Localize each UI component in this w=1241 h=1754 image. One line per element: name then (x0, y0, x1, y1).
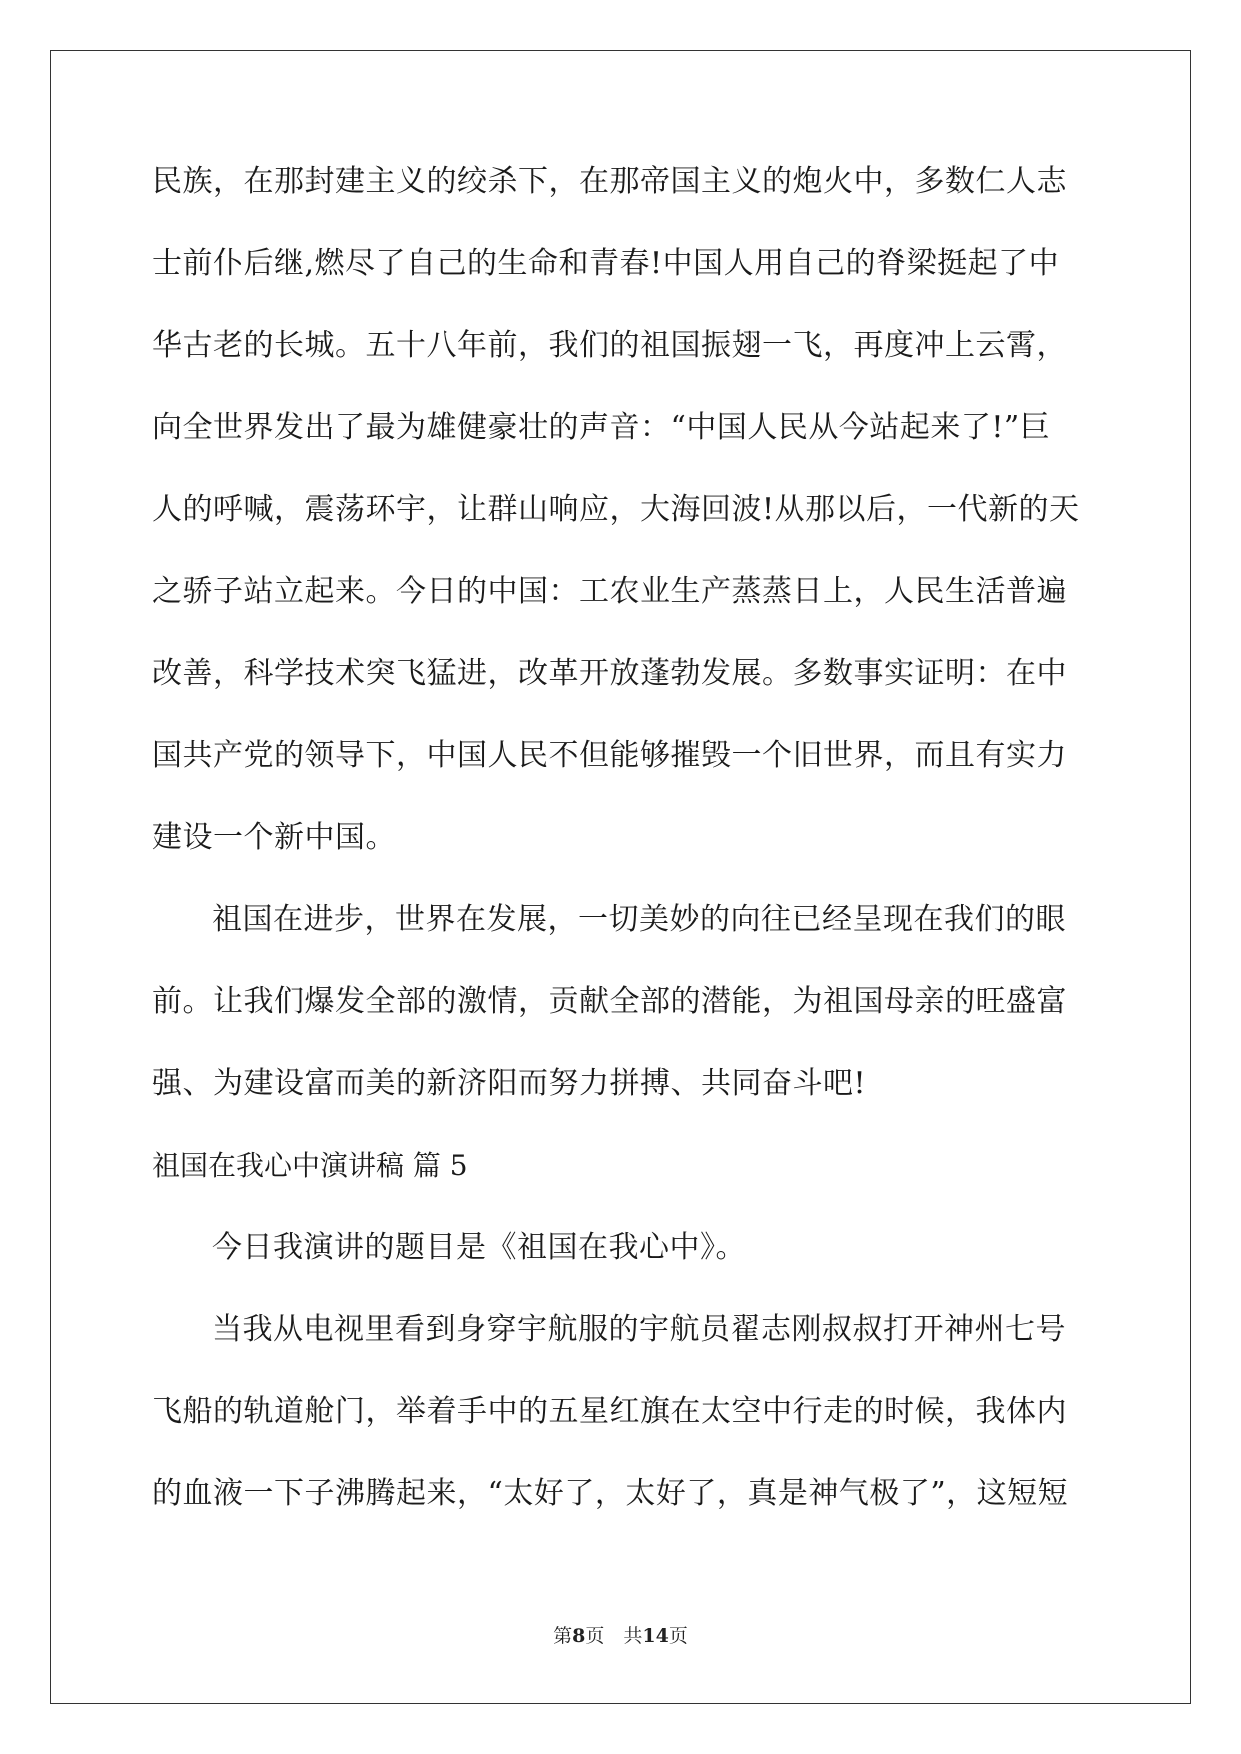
page-current-number: 8 (572, 1625, 586, 1647)
page-mid: 页 共 (585, 1625, 643, 1647)
text-line: 当我从电视里看到身穿宇航服的宇航员翟志刚叔叔打开神州七号 (212, 1312, 1066, 1347)
text-line: 的血液一下子沸腾起来，“太好了，太好了，真是神气极了”，这短短 (152, 1476, 1069, 1511)
text-line: 祖国在进步，世界在发展，一切美妙的向往已经呈现在我们的眼 (212, 902, 1066, 937)
text-line: 华古老的长城。五十八年前，我们的祖国振翅一飞，再度冲上云霄， (152, 328, 1067, 363)
text-line: 士前仆后继,燃尽了自己的生命和青春!中国人用自己的脊梁挺起了中 (152, 246, 1060, 281)
section-heading: 祖国在我心中演讲稿 篇 5 (152, 1149, 468, 1182)
page-total-number: 14 (642, 1625, 669, 1647)
text-line: 建设一个新中国。 (152, 820, 396, 855)
text-line: 民族，在那封建主义的绞杀下，在那帝国主义的炮火中，多数仁人志 (152, 164, 1067, 199)
text-line: 强、为建设富而美的新济阳而努力拼搏、共同奋斗吧! (152, 1066, 867, 1101)
text-line: 国共产党的领导下，中国人民不但能够摧毁一个旧世界，而且有实力 (152, 738, 1067, 773)
page-suffix: 页 (668, 1625, 688, 1647)
page-prefix: 第 (553, 1625, 573, 1647)
text-line: 前。让我们爆发全部的激情，贡献全部的潜能，为祖国母亲的旺盛富 (152, 984, 1067, 1019)
text-line: 向全世界发出了最为雄健豪壮的声音：“中国人民从今站起来了!”巨 (152, 410, 1051, 445)
text-line: 人的呼喊，震荡环宇，让群山响应，大海回波!从那以后，一代新的天 (152, 492, 1080, 527)
page-footer (0, 1624, 1241, 1648)
text-line: 飞船的轨道舱门，举着手中的五星红旗在太空中行走的时候，我体内 (152, 1394, 1067, 1429)
text-line: 之骄子站立起来。今日的中国：工农业生产蒸蒸日上，人民生活普遍 (152, 574, 1067, 609)
text-line: 改善，科学技术突飞猛进，改革开放蓬勃发展。多数事实证明：在中 (152, 656, 1067, 691)
text-line: 今日我演讲的题目是《祖国在我心中》。 (212, 1230, 746, 1265)
document-body (152, 162, 1088, 1556)
